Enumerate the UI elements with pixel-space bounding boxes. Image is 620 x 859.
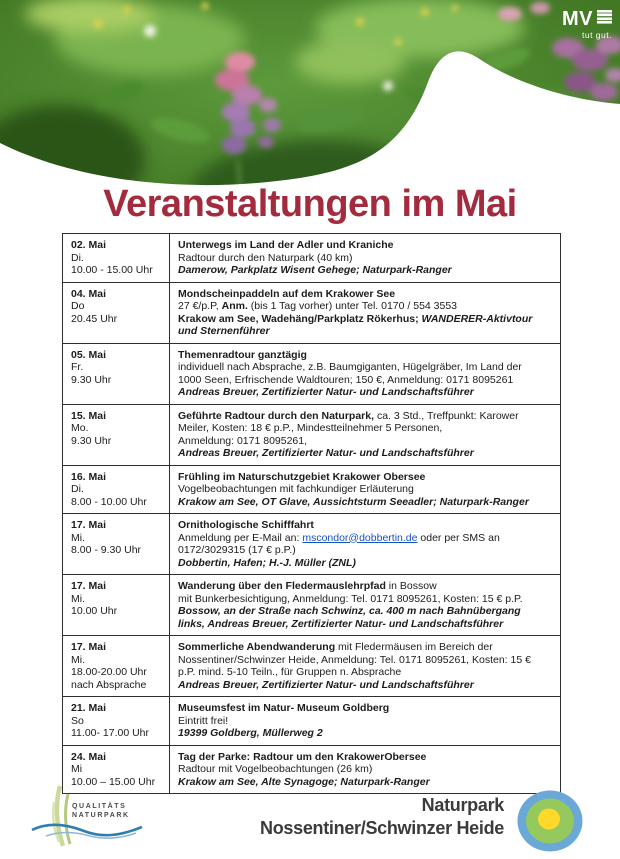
text-line bbox=[178, 715, 552, 728]
event-row bbox=[63, 636, 561, 697]
event-date-cell bbox=[63, 514, 170, 575]
text-line bbox=[178, 519, 552, 532]
event-row bbox=[63, 404, 561, 465]
event-date: 16. Mai bbox=[71, 470, 107, 483]
event-row bbox=[63, 234, 561, 283]
text-run: Dobbertin, Hafen; H.-J. Müller (ZNL) bbox=[178, 556, 356, 569]
text-run: Meiler, Kosten: 18 € p.P., Mindestteilnehmer 5 Personen, bbox=[178, 422, 443, 434]
park-name-line2: Nossentiner/Schwinzer Heide bbox=[260, 818, 504, 838]
event-date-detail: Mi. bbox=[71, 592, 85, 605]
text-run: oder per SMS an bbox=[417, 531, 500, 544]
text-run: 19399 Goldberg, Müllerweg 2 bbox=[178, 727, 323, 739]
text-line bbox=[178, 239, 552, 252]
event-content-cell bbox=[170, 234, 561, 283]
event-date-detail: nach Absprache bbox=[71, 678, 147, 691]
text-run: Geführte Radtour durch den Naturpark, bbox=[178, 409, 375, 422]
event-row bbox=[63, 343, 561, 404]
event-date-detail: Mo. bbox=[71, 422, 89, 434]
text-run: Eintritt frei! bbox=[178, 714, 229, 727]
event-date-detail: 8.00 - 9.30 Uhr bbox=[71, 544, 142, 556]
event-content-cell bbox=[170, 465, 561, 514]
text-run: ca. 3 Std., Treffpunkt: Karower bbox=[374, 409, 519, 422]
text-line bbox=[178, 288, 552, 301]
text-run: Bossow, an der Straße nach Schwinz, ca. 400 m nach Bahnübergang bbox=[178, 605, 521, 617]
quality-logo-graphic bbox=[30, 784, 145, 854]
text-run: Krakow am See, Wadehäng/Parkplatz Rökerhus; bbox=[178, 312, 422, 325]
text-line bbox=[178, 580, 552, 593]
text-line bbox=[178, 349, 552, 362]
text-line bbox=[178, 496, 552, 509]
text-line bbox=[178, 557, 552, 570]
event-date-cell bbox=[63, 697, 170, 746]
event-date: 02. Mai bbox=[71, 239, 107, 251]
text-run: mit Bunkerbesichtigung, Anmeldung: Tel. 0171 8095261, Kosten: 15 € p.P. bbox=[178, 592, 523, 605]
event-date-detail: 9.30 Uhr bbox=[71, 373, 112, 386]
text-run: 27 €/p.P, bbox=[178, 300, 222, 312]
text-run: Frühling im Naturschutzgebiet Krakower Obersee bbox=[178, 470, 426, 483]
text-line bbox=[178, 361, 552, 374]
mv-flag-icon bbox=[597, 10, 612, 24]
event-date: 04. Mai bbox=[71, 287, 107, 300]
event-row bbox=[63, 465, 561, 514]
header-photo bbox=[0, 0, 620, 212]
text-line bbox=[178, 386, 552, 399]
event-date-detail: 11.00- 17.00 Uhr bbox=[71, 727, 150, 739]
event-date-detail: 10.00 – 15.00 Uhr bbox=[71, 775, 156, 788]
text-line bbox=[178, 435, 552, 448]
quality-logo-line1: QUALITÄTS bbox=[72, 803, 127, 810]
event-date-detail: 18.00-20.00 Uhr bbox=[71, 666, 147, 678]
grass-blade-icon bbox=[66, 794, 70, 844]
text-run: individuell nach Absprache, z.B. Baumgiganten, Hügelgräber, Im Land der bbox=[178, 361, 522, 373]
text-run: Krakow am See, OT Glave, Aussichtsturm Seeadler; Naturpark-Ranger bbox=[178, 495, 529, 508]
text-run: Andreas Breuer, Zertifizierter Natur- und Landschaftsführer bbox=[178, 678, 474, 691]
text-line bbox=[178, 727, 552, 740]
text-run: Sommerliche Abendwanderung bbox=[178, 641, 336, 653]
event-date-detail: Di. bbox=[71, 483, 84, 495]
text-run: 0172/3029315 (17 € p.P.) bbox=[178, 544, 296, 556]
text-line bbox=[178, 264, 552, 277]
event-content-cell bbox=[170, 343, 561, 404]
event-row bbox=[63, 697, 561, 746]
event-date-cell bbox=[63, 636, 170, 697]
event-date-cell bbox=[63, 465, 170, 514]
text-run: in Bossow bbox=[385, 580, 437, 592]
event-date-cell bbox=[63, 282, 170, 343]
text-line bbox=[178, 618, 552, 631]
text-run: Nossentiner/Schwinzer Heide, Anmeldung: Tel. 0171 8095261, Kosten: 15 € bbox=[178, 653, 531, 666]
text-line bbox=[178, 532, 552, 545]
text-line bbox=[178, 751, 552, 764]
text-run: und Sternenführer bbox=[178, 325, 270, 337]
event-date-detail: Di. bbox=[71, 251, 84, 264]
park-name bbox=[260, 794, 504, 840]
event-date: 05. Mai bbox=[71, 348, 107, 361]
event-date-cell bbox=[63, 575, 170, 636]
text-run: Wanderung über den Fledermauslehrpfad bbox=[178, 580, 386, 592]
text-line bbox=[178, 447, 552, 460]
text-run: Mondscheinpaddeln auf dem Krakower See bbox=[178, 287, 396, 300]
event-content-cell bbox=[170, 404, 561, 465]
event-row bbox=[63, 514, 561, 575]
event-date-cell bbox=[63, 234, 170, 283]
text-line bbox=[178, 666, 552, 679]
mv-logo bbox=[562, 9, 612, 40]
event-row bbox=[63, 575, 561, 636]
event-date-detail: So bbox=[71, 714, 84, 727]
text-line bbox=[178, 483, 552, 496]
text-run: WANDERER-Aktivtour bbox=[421, 312, 533, 325]
event-date-detail: Mi. bbox=[71, 531, 85, 544]
ring-inner bbox=[538, 809, 560, 830]
event-date-detail: 10.00 Uhr bbox=[71, 605, 118, 617]
event-date-detail: Do bbox=[71, 300, 85, 312]
text-line bbox=[178, 325, 552, 338]
event-content-cell bbox=[170, 745, 561, 794]
event-date-detail: 10.00 - 15.00 Uhr bbox=[71, 264, 153, 276]
text-run: Tag der Parke: Radtour um den KrakowerObersee bbox=[178, 750, 427, 763]
event-content-cell bbox=[170, 514, 561, 575]
event-date: 21. Mai bbox=[71, 702, 107, 714]
text-line bbox=[178, 654, 552, 667]
text-run: Anmeldung: 0171 8095261, bbox=[178, 434, 308, 447]
event-date-detail: Fr. bbox=[71, 361, 84, 373]
text-line bbox=[178, 544, 552, 557]
event-date: 17. Mai bbox=[71, 641, 107, 653]
text-line bbox=[178, 763, 552, 776]
text-run: Radtour durch den Naturpark (40 km) bbox=[178, 251, 353, 264]
text-run: Damerow, Parkplatz Wisent Gehege; Naturpark-Ranger bbox=[178, 264, 452, 276]
water-wave-icon bbox=[32, 825, 142, 835]
text-run: 1000 Seen, Erfrischende Waldtouren; 150 €, Anmeldung: 0171 8095261 bbox=[178, 373, 514, 386]
event-date-detail: 20.45 Uhr bbox=[71, 312, 118, 325]
text-run: mit Fledermäusen im Bereich der bbox=[335, 641, 493, 653]
text-run: Themenradtour ganztägig bbox=[178, 348, 307, 361]
page-title: Veranstaltungen im Mai bbox=[103, 183, 517, 225]
event-date-cell bbox=[63, 404, 170, 465]
text-line bbox=[178, 605, 552, 618]
mv-tagline: tut gut. bbox=[582, 30, 612, 40]
text-run: Museumsfest im Natur- Museum Goldberg bbox=[178, 702, 390, 714]
event-content-cell bbox=[170, 282, 561, 343]
text-line bbox=[178, 410, 552, 423]
text-run: Anmeldung per E-Mail an: bbox=[178, 531, 303, 544]
event-date: 24. Mai bbox=[71, 750, 107, 763]
text-run: Andreas Breuer, Zertifizierter Natur- und Landschaftsführer bbox=[178, 386, 474, 398]
park-rings-logo bbox=[517, 790, 583, 859]
text-line bbox=[178, 374, 552, 387]
text-line bbox=[178, 252, 552, 265]
event-date: 17. Mai bbox=[71, 519, 107, 531]
text-line bbox=[178, 776, 552, 789]
text-run: Vogelbeobachtungen mit fachkundiger Erläuterung bbox=[178, 483, 414, 495]
event-date-detail: 8.00 - 10.00 Uhr bbox=[71, 495, 147, 508]
text-run: Anm. bbox=[221, 300, 248, 312]
text-run: p.P. mind. 5-10 Teiln., für Gruppen n. Absprache bbox=[178, 666, 402, 678]
email-link[interactable]: mscondor@dobbertin.de bbox=[302, 531, 418, 544]
mv-logo-text: MV bbox=[562, 8, 593, 30]
text-line bbox=[178, 300, 552, 313]
events-table-body bbox=[63, 234, 561, 794]
text-run: Radtour mit Vogelbeobachtungen (26 km) bbox=[178, 763, 373, 775]
text-line bbox=[178, 313, 552, 326]
event-date-detail: Mi bbox=[71, 763, 83, 775]
event-date-detail: 9.30 Uhr bbox=[71, 434, 112, 447]
text-line bbox=[178, 702, 552, 715]
text-line bbox=[178, 679, 552, 692]
text-run: Andreas Breuer, Zertifizierter Natur- und Landschaftsführer bbox=[178, 447, 474, 459]
text-line bbox=[178, 593, 552, 606]
text-run: Ornithologische Schifffahrt bbox=[178, 519, 314, 531]
event-row bbox=[63, 282, 561, 343]
text-line bbox=[178, 471, 552, 484]
text-run: Unterwegs im Land der Adler und Kraniche bbox=[178, 239, 394, 251]
text-run: links, Andreas Breuer, Zertifizierter Natur- und Landschaftsführer bbox=[178, 617, 504, 630]
text-line bbox=[178, 641, 552, 654]
events-table bbox=[62, 233, 561, 794]
text-run: Krakow am See, Alte Synagoge; Naturpark-Ranger bbox=[178, 775, 430, 788]
event-date-cell bbox=[63, 343, 170, 404]
event-content-cell bbox=[170, 697, 561, 746]
flower-meadow-illustration bbox=[0, 0, 620, 212]
event-date: 17. Mai bbox=[71, 580, 107, 592]
text-line bbox=[178, 422, 552, 435]
quality-logo-line2: NATURPARK bbox=[72, 812, 130, 819]
park-name-line1: Naturpark bbox=[421, 795, 504, 815]
event-date: 15. Mai bbox=[71, 409, 107, 422]
quality-naturpark-logo bbox=[30, 784, 145, 859]
event-date-detail: Mi. bbox=[71, 653, 85, 666]
event-content-cell bbox=[170, 575, 561, 636]
text-run: (bis 1 Tag vorher) unter Tel. 0170 / 554 3553 bbox=[247, 300, 458, 312]
event-content-cell bbox=[170, 636, 561, 697]
